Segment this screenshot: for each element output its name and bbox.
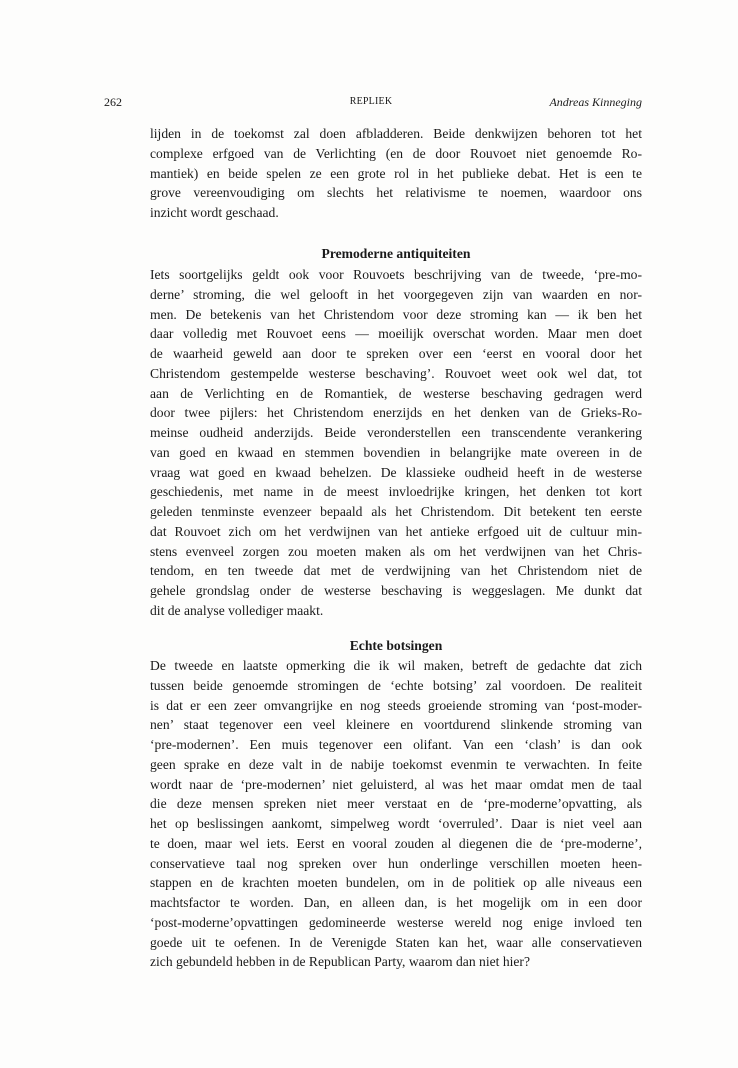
section-heading-echte-botsingen: Echte botsingen	[349, 638, 443, 653]
running-title: REPLIEK	[349, 96, 393, 107]
text-line: het op beslissingen aankomt, simpelweg wordt ‘overruled’. Daar is niet veel aan	[150, 816, 642, 831]
text-line: dit de analyse vollediger maakt.	[150, 602, 324, 618]
text-line: nen’ staat tegenover een veel kleinere en voortdurend slinkende stroming van	[150, 717, 642, 733]
text-line: grove vereenvoudiging om slechts het relativisme te noemen, waardoor ons	[150, 185, 642, 201]
text-line: stens evenveel zorgen zou moeten maken als om het verdwijnen van het Chris-	[150, 543, 642, 559]
text-line: ‘post-moderne’opvattingen gedomineerde westerse wereld nog enige invloed ten	[150, 914, 642, 930]
text-line: gehele grondslag onder de westerse beschaving is weggeslagen. Me dunkt dat	[150, 583, 642, 598]
page-number: 262	[104, 95, 122, 109]
text-line: meinse oudheid anderzijds. Beide veronderstellen een transcendente verankering	[150, 425, 642, 440]
text-line: mantiek) en beide spelen ze een grote rol in het publieke debat. Het is een te	[150, 165, 642, 181]
text-line: conservatieve taal nog spreken over hun onderlinge verschillen moeten heen-	[150, 855, 642, 871]
text-line: aan de Verlichting en de Romantiek, de westerse beschaving gedragen werd	[150, 385, 642, 401]
text-line: Iets soortgelijks geldt ook voor Rouvoets beschrijving van de tweede, ‘pre-mo-	[150, 267, 642, 282]
text-line: De tweede en laatste opmerking die ik wil maken, betreft de gedachte dat zich	[150, 658, 642, 673]
section-heading-premoderne: Premoderne antiquiteiten	[321, 246, 471, 261]
text-line: goede uit te oefenen. In de Verenigde Staten kan het, waar alle conservatieven	[150, 934, 642, 950]
text-line: vraag wat goed en kwaad behelzen. De klassieke oudheid heeft in de westerse	[150, 464, 642, 480]
text-line: dat Rouvoet zich om het verdwijnen van het antieke erfgoed uit de cultuur min-	[150, 523, 642, 539]
text-line: machtsfactor te worden. Dan, en alleen dan, is het mogelijk om in een door	[150, 895, 642, 910]
text-line: men. De betekenis van het Christendom voor deze stroming kan — ik ben het	[150, 306, 642, 322]
text-line: inzicht wordt geschaad.	[150, 205, 279, 220]
text-line: geen sprake en deze valt in de nabije toekomst evenmin te verwachten. In feite	[150, 756, 642, 772]
paragraph-premoderne	[150, 265, 642, 621]
text-line: Christendom gestempelde westerse beschaving’. Rouvoet weet ook wel dat, tot	[150, 365, 642, 381]
paragraph-continuation	[150, 124, 642, 223]
paragraph-echte-botsingen	[150, 656, 642, 972]
text-line: lijden in de toekomst zal doen afbladderen. Beide denkwijzen behoren tot het	[150, 126, 642, 141]
text-line: te doen, maar wel iets. Eerst en vooral zouden al diegenen die de ‘pre-moderne’,	[150, 835, 642, 851]
running-header	[0, 95, 738, 111]
text-line: tendom, en ten tweede dat met de verdwijning van het Christendom niet de	[150, 563, 642, 579]
text-line: derne’ stroming, die wel gelooft in het voorgegeven zijn van waarden en nor-	[150, 286, 642, 302]
text-line: de waarheid geweld aan door te spreken over een ‘eerst en vooral door het	[150, 346, 642, 361]
text-line: is dat er een zeer omvangrijke en nog steeds groeiende stroming van ‘post-moder-	[150, 697, 642, 713]
text-line: geleden tenminste evenzeer bepaald als het Christendom. Dit betekent ten eerste	[150, 504, 642, 519]
text-line: zich gebundeld hebben in de Republican Party, waarom dan niet hier?	[150, 954, 530, 970]
text-line: complexe erfgoed van de Verlichting (en de door Rouvoet niet genoemde Ro-	[150, 145, 642, 161]
author-name: Andreas Kinneging	[549, 95, 642, 109]
text-line: van goed en kwaad en stemmen bovendien in belangrijke mate overeen in de	[150, 444, 642, 460]
text-line: die deze mensen spreken niet meer verstaat en de ‘pre-moderne’opvatting, als	[150, 796, 642, 812]
text-line: tussen beide genoemde stromingen de ‘echte botsing’ zal voordoen. De realiteit	[150, 677, 642, 693]
text-line: door twee pijlers: het Christendom enerzijds en het denken van de Grieks-Ro-	[150, 405, 642, 421]
text-line: ‘pre-modernen’. Een muis tegenover een olifant. Van een ‘clash’ is dan ook	[150, 737, 642, 752]
text-line: stappen en de krachten moeten bundelen, om in de politiek op alle niveaus een	[150, 875, 642, 891]
text-line: geschiedenis, met name in de meest invloedrijke kringen, het denken tot kort	[150, 484, 642, 500]
text-line: daar volledig met Rouvoet eens — moeilijk overschat worden. Maar men doet	[150, 326, 642, 342]
text-line: wordt naar de ‘pre-modernen’ niet geluisterd, al was het maar omdat men de taal	[150, 776, 642, 792]
